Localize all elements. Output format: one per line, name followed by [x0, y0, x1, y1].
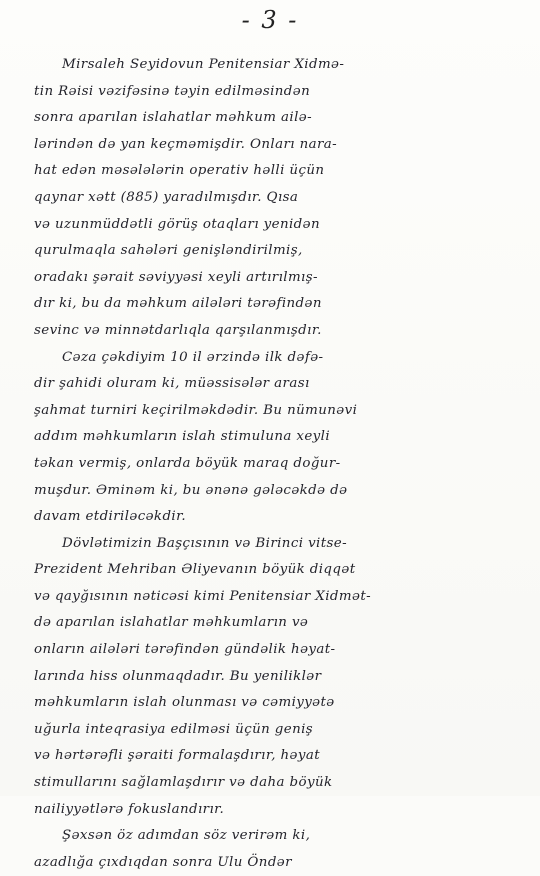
text-line: qaynar xətt (885) yaradılmışdır. Qısa	[34, 189, 299, 205]
text-line: məhkumların islah olunması və cəmiyyətə	[34, 695, 335, 711]
text-line: sevinc və minnətdarlıqla qarşılanmışdır.	[34, 322, 322, 338]
handwritten-text-body	[34, 52, 522, 876]
text-line: larında hiss olunmaqdadır. Bu yeniliklər	[34, 668, 322, 684]
text-line: hat edən məsələlərin operativ həlli üçün	[34, 163, 325, 179]
text-line: muşdur. Əminəm ki, bu ənənə gələcəkdə də	[34, 482, 348, 498]
text-line: Şəxsən öz adımdan söz verirəm ki,	[62, 828, 311, 844]
text-line: tin Rəisi vəzifəsinə təyin edilməsindən	[34, 83, 311, 99]
text-line: dir şahidi oluram ki, müəssisələr arası	[34, 376, 310, 392]
text-line: azadlığa çıxdıqdan sonra Ulu Öndər	[34, 854, 292, 870]
text-line: və hərtərəfli şəraiti formalaşdırır, həyat	[34, 748, 320, 764]
text-line: addım məhkumların islah stimuluna xeyli	[34, 429, 331, 445]
text-line: və qayğısının nəticəsi kimi Penitensiar Xidmət-	[34, 588, 372, 604]
text-line: qurulmaqla sahələri genişləndirilmiş,	[34, 243, 303, 259]
text-line: və uzunmüddətli görüş otaqları yenidən	[34, 216, 320, 232]
text-line: lərindən də yan keçməmişdir. Onları nara-	[34, 136, 338, 152]
text-line: nailiyyətlərə fokuslandırır.	[34, 801, 225, 817]
text-line: onların ailələri tərəfindən gündəlik həyat-	[34, 642, 336, 658]
text-line: dır ki, bu da məhkum ailələri tərəfindən	[34, 296, 322, 312]
text-line: təkan vermiş, onlarda böyük maraq doğur-	[34, 455, 341, 471]
text-line: də aparılan islahatlar məhkumların və	[34, 615, 309, 631]
page-number: - 3 -	[241, 6, 299, 34]
text-line: uğurla inteqrasiya edilməsi üçün geniş	[34, 721, 314, 737]
text-line: Mirsaleh Seyidovun Penitensiar Xidmə-	[62, 57, 345, 72]
text-line: stimullarını sağlamlaşdırır və daha böyük	[34, 775, 333, 791]
text-line: şahmat turniri keçirilməkdədir. Bu nümunəvi	[34, 402, 358, 418]
text-line: oradakı şərait səviyyəsi xeyli artırılmış-	[34, 269, 318, 285]
text-line: sonra aparılan islahatlar məhkum ailə-	[34, 110, 313, 126]
text-line: Prezident Mehriban Əliyevanın böyük diqqət	[34, 562, 356, 578]
text-line: davam etdiriləcəkdir.	[34, 509, 187, 525]
text-line: Cəza çəkdiyim 10 il ərzində ilk dəfə-	[62, 349, 324, 365]
text-line: Dövlətimizin Başçısının və Birinci vitse-	[62, 535, 348, 551]
